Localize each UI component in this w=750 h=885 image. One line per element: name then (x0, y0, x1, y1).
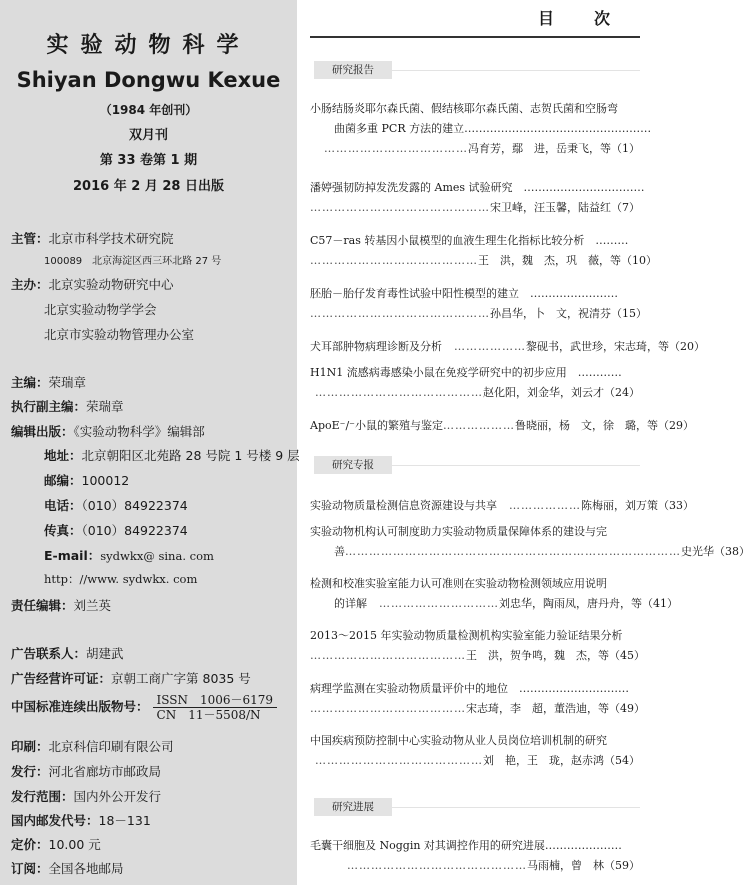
ad-contact-row (11, 644, 124, 662)
editor-value: 荣瑞章 (48, 375, 87, 390)
toc-entry[interactable]: ApoE⁻/⁻小鼠的繁殖与鉴定 ……………… 鲁晓丽，杨 文，徐 璐，等（29） (310, 416, 640, 436)
toc-entry-title: 中国疾病预防控制中心实验动物从业人员岗位培训机制的研究 (310, 734, 607, 747)
ad-license-row (11, 669, 251, 687)
issn-cn-box (153, 693, 278, 722)
supervisor-row (11, 229, 174, 247)
toc-entry-title-cont: 善 (334, 545, 345, 558)
publisher-row (11, 422, 205, 440)
toc-title: 目次 (538, 9, 651, 28)
sponsor-value-2: 北京实验动物学学会 (44, 302, 157, 317)
section-label-special-reports: 研究专报 (314, 456, 392, 474)
fax-row (44, 521, 188, 539)
toc-entry-authors: …………………………………王 洪，贺争鸣，魏 杰，等（45） (310, 649, 645, 662)
distributor-row (11, 762, 161, 780)
toc-entry-authors: …………………………………宋志琦，李 超，董浩迪，等（49） (310, 702, 645, 715)
supervisor-label: 主管： (11, 231, 49, 246)
price-value: 10.00 元 (48, 837, 101, 852)
toc-entry-title: 实验动物机构认可制度助力实验动物质量保障体系的建设与完 (310, 525, 607, 538)
editor-row (11, 373, 86, 391)
toc-top-rule (310, 36, 640, 38)
cn-value: CN 11－5508/N (156, 708, 261, 722)
phone-label: 电话： (44, 498, 82, 513)
frequency: 双月刊 (128, 128, 168, 143)
fax-value: （010）84922374 (81, 523, 188, 538)
sponsor-label: 主办： (11, 277, 49, 292)
address-value: 北京朝阳区北苑路 28 号院 1 号楼 9 层 (81, 448, 300, 463)
postal-code-value: 18－131 (98, 813, 151, 828)
supervisor-value: 北京市科学技术研究院 (48, 231, 174, 246)
toc-entry[interactable] (310, 284, 647, 324)
journal-title-cn: 实验动物科学 (46, 33, 251, 58)
price-row (11, 835, 101, 853)
section-rule (392, 70, 640, 71)
phone-value: （010）84922374 (81, 498, 188, 513)
toc-entry[interactable]: 犬耳部肿物病理诊断及分析 ……………… 黎砚书，武世珍，宋志琦，等（20） (310, 337, 640, 357)
distributor-label: 发行： (11, 764, 49, 779)
scope-row (11, 787, 161, 805)
toc-entry-authors: ……………………………………王 洪，魏 杰，巩 薇，等（10） (310, 254, 657, 267)
section-rule (392, 465, 640, 466)
editor-label: 主编： (11, 375, 49, 390)
exec-editor-label: 执行副主编： (11, 399, 87, 414)
toc-entry-authors: ……………………………………赵化阳，刘金华，刘云才（24） (315, 386, 640, 399)
toc-entry-authors: ………………………………………马雨楠，曾 林（59） (347, 859, 640, 872)
sponsor-value-3: 北京市实验动物管理办公室 (44, 327, 195, 342)
journal-title-pinyin: Shiyan Dongwu Kexue (16, 68, 281, 92)
subscribe-value: 全国各地邮局 (48, 861, 124, 876)
masthead-panel (0, 0, 300, 885)
toc-entry-title: 实验动物质量检测信息资源建设与共享 (310, 499, 497, 512)
toc-entry[interactable] (310, 363, 640, 403)
subscribe-label: 订阅： (11, 861, 49, 876)
toc-entry-title-cont: 曲菌多重 PCR 方法的建立…………………………………………… (334, 122, 652, 135)
toc-entry-authors: 鲁晓丽，杨 文，徐 璐，等（29） (514, 419, 694, 432)
ad-license-value: 京朝工商广字第 8035 号 (111, 671, 251, 686)
publisher-value: 《实验动物科学》编辑部 (73, 424, 205, 439)
toc-entry-title: 检测和校准实验室能力认可准则在实验动物检测领域应用说明 (310, 577, 607, 590)
toc-entry[interactable] (310, 178, 645, 218)
toc-entry-authors: 刘忠华，陶雨凤，唐丹舟，等（41） (499, 597, 678, 610)
toc-entry[interactable]: 检测和校准实验室能力认可准则在实验动物检测领域应用说明 的详解 ………………………… 刘忠华，陶雨凤，唐丹舟，等（41） (310, 574, 640, 614)
toc-entry[interactable] (310, 231, 657, 271)
toc-entry-authors: ……………………………………刘 艳，王 珑，赵赤鸿（54） (315, 754, 640, 767)
toc-entry-title: H1N1 流感病毒感染小鼠在免疫学研究中的初步应用 ………… (310, 366, 622, 379)
exec-editor-row (11, 397, 124, 415)
toc-entry-authors: 黎砚书，武世珍，宋志琦，等（20） (526, 340, 705, 353)
toc-entry[interactable] (310, 626, 645, 666)
toc-entry-authors: 陈梅丽，刘万策（33） (581, 499, 694, 512)
sponsor-value-1: 北京实验动物研究中心 (48, 277, 174, 292)
serial-label: 中国标准连续出版物号： (11, 699, 149, 714)
founded-year: （1984 年创刊） (99, 103, 198, 117)
toc-entry-title: C57－ras 转基因小鼠模型的血液生理生化指标比较分析 ……… (310, 234, 629, 247)
volume-issue: 第 33 卷第 1 期 (99, 153, 198, 168)
email-row (44, 546, 214, 564)
printer-row (11, 737, 174, 755)
issn-value: ISSN 1006－6179 (153, 693, 278, 708)
toc-entry[interactable] (310, 679, 645, 719)
scope-label: 发行范围： (11, 789, 74, 804)
toc-entry[interactable] (310, 836, 640, 876)
toc-entry[interactable] (310, 731, 640, 771)
toc-entry-title: 胚胎－胎仔发育毒性试验中阳性模型的建立 …………………… (310, 287, 618, 300)
ad-contact-value: 胡建武 (86, 646, 124, 661)
subscribe-row (11, 859, 124, 877)
resp-editor-value: 刘兰英 (73, 598, 112, 613)
postal-code-row (11, 811, 151, 829)
website-link[interactable]: http：//www. sydwkx. com (44, 572, 198, 586)
publisher-label: 编辑出版： (11, 424, 74, 439)
toc-entry-title: 毛囊干细胞及 Noggin 对其调控作用的研究进展………………… (310, 839, 622, 852)
toc-entry-title-cont: 的详解 (334, 597, 367, 610)
publication-date: 2016 年 2 月 28 日出版 (73, 179, 224, 194)
toc-entry-authors: 史光华（38） (681, 545, 750, 558)
toc-entry-title: 病理学监测在实验动物质量评价中的地位 ………………………… (310, 682, 629, 695)
ad-contact-label: 广告联系人： (11, 646, 87, 661)
toc-entry-authors: ………………………………………宋卫峰，汪玉馨，陆益红（7） (310, 201, 640, 214)
toc-entry-title: ApoE⁻/⁻小鼠的繁殖与鉴定 (310, 419, 443, 432)
toc-entry-authors: ………………………………冯育芳，鄢 进，岳秉飞，等（1） (324, 142, 640, 155)
toc-entry[interactable]: 实验动物质量检测信息资源建设与共享 ……………… 陈梅丽，刘万策（33） (310, 496, 640, 516)
distributor-value: 河北省廊坊市邮政局 (48, 764, 162, 779)
section-rule (392, 807, 640, 808)
toc-entry-title: 小肠结肠炎耶尔森氏菌、假结核耶尔森氏菌、志贺氏菌和空肠弯 (310, 102, 618, 115)
address-label: 地址： (44, 448, 82, 463)
toc-entry-title: 犬耳部肿物病理诊断及分析 (310, 340, 442, 353)
postcode-value: 100012 (81, 473, 130, 488)
section-label-research-progress: 研究进展 (314, 798, 392, 816)
toc-entry[interactable] (310, 99, 652, 159)
postal-code-label: 国内邮发代号： (11, 813, 99, 828)
toc-entry-title: 潘婷强韧防掉发洗发露的 Ames 试验研究 …………………………… (310, 181, 645, 194)
sponsor-row (11, 275, 174, 293)
toc-entry[interactable]: 实验动物机构认可制度助力实验动物质量保障体系的建设与完 善 ………………………………………………………………………… 史光华（38） (310, 522, 640, 562)
exec-editor-value: 荣瑞章 (86, 399, 124, 414)
fax-label: 传真： (44, 523, 82, 538)
printer-label: 印刷： (11, 739, 49, 754)
resp-editor-label: 责任编辑： (11, 598, 74, 613)
printer-value: 北京科信印刷有限公司 (48, 739, 174, 754)
email-value[interactable]: sydwkx@ sina. com (100, 549, 214, 563)
serial-row (11, 693, 277, 722)
toc-entry-title: 2013～2015 年实验动物质量检测机构实验室能力验证结果分析 (310, 629, 623, 642)
price-label: 定价： (11, 837, 49, 852)
postcode-label: 邮编： (44, 473, 82, 488)
section-label-research-reports: 研究报告 (314, 61, 392, 79)
phone-row (44, 496, 188, 514)
email-label: E-mail： (44, 548, 101, 563)
postcode-row (44, 471, 129, 489)
ad-license-label: 广告经营许可证： (11, 671, 112, 686)
scope-value: 国内外公开发行 (73, 789, 162, 804)
supervisor-address: 100089 北京海淀区西三环北路 27 号 (44, 256, 222, 267)
address-row (44, 446, 300, 464)
resp-editor-row (11, 596, 111, 614)
toc-entry-authors: ………………………………………孙昌华，卜 文，祝清芬（15） (310, 307, 647, 320)
